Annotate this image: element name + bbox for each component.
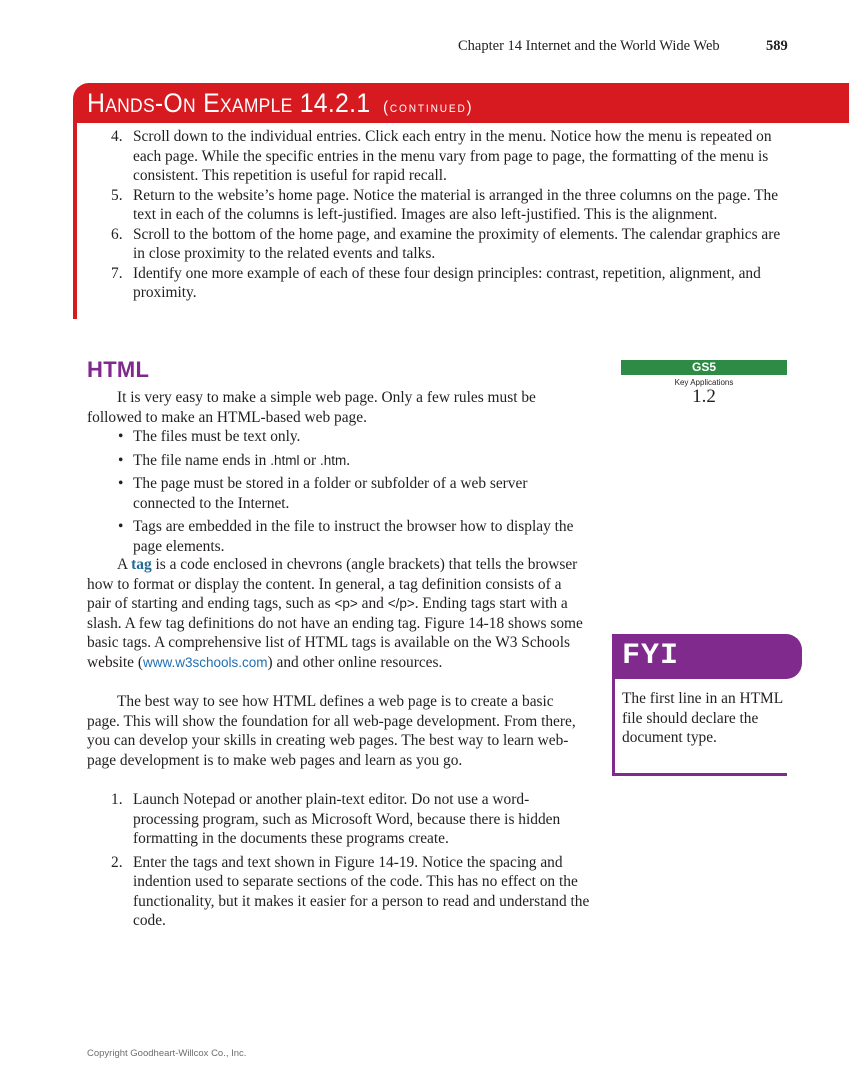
hands-on-banner (73, 83, 849, 123)
fyi-box (612, 634, 802, 776)
step-text: Scroll down to the individual entries. Click each entry in the menu. Notice how the menu is repeated on each page. While the specific entries in the menu vary from page to page, the formatting of the menu is consistent. This repetition is useful for rapid recall. (133, 128, 772, 184)
gs5-number: 1.2 (692, 386, 716, 407)
bullet-text: . (346, 451, 351, 469)
w3schools-link[interactable]: www.w3schools.com (143, 654, 268, 670)
intro-paragraph: It is very easy to make a simple web page. Only a few rules must be followed to make an HTML-based web page. (87, 389, 536, 426)
code-open-tag: <p> (334, 596, 358, 611)
html-steps (111, 790, 591, 935)
list-item (118, 427, 588, 447)
best-way-paragraph: The best way to see how HTML defines a web page is to create a basic page. This will show the foundation for all web-page development. From there, you can develop your skills in creating web pages. The best way to learn web-page development is to make web pages and learn as you go. (87, 693, 576, 769)
fyi-text: The first line in an HTML file should declare the document type. (622, 690, 783, 746)
step-number: 5. (111, 186, 123, 204)
hands-on-title-text: Hands-On Example 14.2.1 (87, 87, 371, 118)
code-html-ext: .html (270, 452, 300, 468)
key-term-tag: tag (131, 556, 152, 573)
step-text: Scroll to the bottom of the home page, and examine the proximity of elements. The calendar graphics are in close proximity to the related events and talks. (133, 225, 781, 262)
chapter-title: Chapter 14 Internet and the World Wide Web (458, 38, 720, 54)
tag-definition-paragraph (87, 555, 587, 672)
bullet-text: or (299, 451, 320, 469)
text-run: is a code enclosed in chevrons (angle brackets) that tells the browser how to format or display the content. In general, a tag definition consists of a pair of starting and ending tags, such as (87, 556, 578, 612)
list-item (111, 264, 791, 303)
bullet-text: The files must be text only. (133, 428, 301, 445)
hands-on-steps (111, 127, 791, 303)
list-item (118, 451, 588, 471)
bullet-icon: • (118, 475, 124, 492)
gs5-label: GS5 (621, 360, 787, 375)
list-item (111, 790, 591, 849)
gs5-margin-note (621, 360, 787, 407)
text-run: ) and other online resources. (267, 653, 443, 671)
step-text: Launch Notepad or another plain-text editor. Do not use a word-processing program, such as Microsoft Word, because there is hidden formatting in the documents these programs create. (133, 791, 561, 847)
list-item (118, 517, 588, 556)
step-number: 4. (111, 128, 123, 145)
step-text: Return to the website’s home page. Notice the material is arranged in the three columns on the page. The text in each of the columns is left-justified. Images are also left-justified. This is the alignment. (133, 186, 779, 223)
gs5-subtitle: Key Applications (674, 378, 734, 387)
section-heading: HTML (87, 357, 150, 382)
list-item (111, 186, 791, 225)
bullet-text: The page must be stored in a folder or subfolder of a web server connected to the Internet. (133, 475, 528, 512)
page-number: 589 (766, 38, 788, 54)
step-number: 2. (111, 853, 123, 871)
bullet-text: Tags are embedded in the file to instruct the browser how to display the page elements. (133, 518, 574, 555)
fyi-header: FYI (612, 634, 802, 679)
fyi-bottom-rule (612, 773, 787, 776)
text-run: . Ending tags start with a slash. A few tag definitions do not have an ending tag. Figure 14-18 shows some basic tags. A comprehensive list of HTML tags is available on the W3 Schools website ( (87, 595, 583, 671)
hands-on-title (87, 88, 473, 119)
code-close-tag: </p> (387, 596, 415, 611)
text-run: and (357, 595, 388, 612)
list-item (111, 127, 791, 186)
step-text: Identify one more example of each of these four design principles: contrast, repetition, alignment, and proximity. (133, 264, 761, 301)
step-number: 1. (111, 791, 123, 808)
step-number: 7. (111, 264, 123, 282)
code-htm-ext: .htm (319, 452, 347, 468)
hands-on-continued-label: (continued) (383, 98, 474, 116)
text-run: A (117, 556, 132, 573)
list-item (111, 853, 591, 931)
step-text: Enter the tags and text shown in Figure 14-19. Notice the spacing and indention used to separate sections of the code. This has no effect on the functionality, but it makes it easier for a person to read and understand the code. (133, 853, 590, 929)
bullet-text: The file name ends in (133, 451, 271, 469)
step-number: 6. (111, 225, 123, 243)
bullet-icon: • (118, 518, 124, 535)
hands-on-left-rule (73, 120, 77, 319)
bullet-icon: • (118, 451, 124, 469)
list-item (118, 474, 588, 513)
rules-bullet-list (118, 427, 588, 560)
copyright-footer: Copyright Goodheart-Willcox Co., Inc. (87, 1048, 247, 1059)
list-item (111, 225, 791, 264)
fyi-left-rule (612, 679, 615, 776)
bullet-icon: • (118, 428, 124, 445)
